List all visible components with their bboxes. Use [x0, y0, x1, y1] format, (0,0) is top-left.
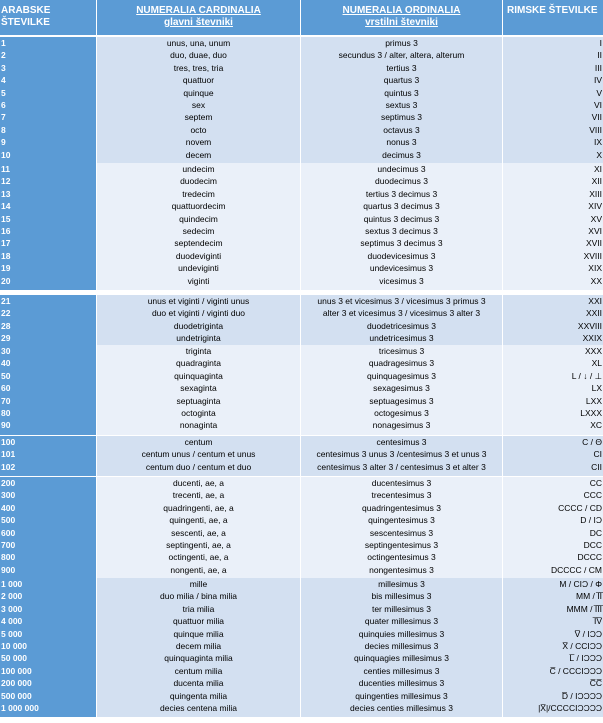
ordinal-cell: ducentesimus 3 [371, 478, 432, 488]
cardinal-cell: octingenti, ae, a [168, 552, 229, 563]
ordinal-cell: ter millesimus 3 [371, 603, 432, 614]
roman-cell: D / IƆ [580, 515, 602, 526]
arabic-column [0, 578, 96, 717]
arabic-column [0, 163, 96, 290]
ordinal-cell: duodevicesimus 3 [367, 250, 436, 261]
ordinal-cell: quintus 3 decimus 3 [363, 213, 440, 224]
cardinal-cell: septingenti, ae, a [166, 539, 231, 550]
cardinal-cell: septuaginta [176, 395, 221, 406]
arabic-cell: 40 [1, 358, 11, 369]
arabic-cell: 7 [1, 112, 6, 123]
roman-cell: IX [593, 137, 602, 148]
cardinal-cell: quattuor milia [172, 616, 225, 627]
roman-cell: CCCC / CD [558, 502, 602, 513]
cardinal-cell: tria milia [182, 603, 215, 614]
roman-cell: XIV [588, 201, 602, 212]
cardinal-cell: quingenta milia [169, 690, 228, 701]
ordinal-cell: millesimus 3 [378, 579, 425, 589]
arabic-cell: 400 [1, 502, 16, 513]
ordinal-cell: octingentesimus 3 [367, 552, 436, 563]
ordinal-cell: duodetricesimus 3 [367, 320, 436, 331]
cardinal-cell: tredecim [182, 188, 215, 199]
roman-cell: DC [589, 527, 602, 538]
ordinal-cell: sescentesimus 3 [369, 527, 434, 538]
roman-cell: X [596, 149, 602, 160]
arabic-cell: 10 000 [1, 640, 27, 651]
row-group [0, 345, 603, 435]
cardinal-cell: centum duo / centum et duo [145, 461, 252, 472]
roman-cell: V̅ / IƆƆ [574, 628, 602, 639]
roman-cell: II [597, 50, 602, 61]
arabic-cell: 60 [1, 383, 11, 394]
ordinal-cell: ducenties millesimus 3 [358, 678, 445, 689]
header-roman-line1: RIMSKE ŠTEVILKE [507, 5, 598, 16]
ordinal-cell: alter 3 et vicesimus 3 / vicesimus 3 alter 3 [322, 308, 481, 319]
arabic-cell: 30 [1, 346, 11, 356]
roman-cell: D̅ / IƆƆƆƆ [561, 690, 602, 701]
roman-cell: XX [590, 275, 602, 286]
arabic-cell: 300 [1, 490, 16, 501]
arabic-cell: 12 [1, 176, 11, 187]
ordinal-column [301, 477, 502, 579]
cardinal-cell: decem [185, 149, 212, 160]
header-roman [503, 0, 603, 35]
row-group [0, 477, 603, 579]
ordinal-cell: nonus 3 [386, 137, 417, 148]
roman-cell: L̅ / IƆƆƆ [569, 653, 602, 664]
roman-column [503, 345, 603, 435]
roman-column [503, 477, 603, 579]
cardinal-cell: quattuordecim [171, 201, 226, 212]
arabic-cell: 3 000 [1, 603, 23, 614]
ordinal-cell: vicesimus 3 [379, 275, 424, 286]
ordinal-cell: sextus 3 decimus 3 [365, 225, 438, 236]
cardinal-cell: ducenti, ae, a [172, 478, 225, 488]
roman-cell: XII [591, 176, 602, 187]
roman-cell: XXIX [582, 333, 602, 344]
roman-cell: CI [593, 449, 602, 460]
ordinal-cell: decimus 3 [382, 149, 421, 160]
cardinal-cell: quinquaginta [174, 370, 223, 381]
ordinal-column [301, 37, 502, 164]
roman-cell: CCC [583, 490, 602, 501]
roman-cell: XXII [585, 308, 602, 319]
roman-cell: XVIII [583, 250, 602, 261]
arabic-column [0, 37, 96, 164]
roman-column [503, 436, 603, 476]
roman-cell: XXVIII [577, 320, 602, 331]
header-cardinal-line1: NUMERALIA CARDINALIA [136, 5, 261, 16]
cardinal-column [97, 477, 300, 579]
cardinal-cell: sex [191, 99, 206, 110]
roman-cell: XL [591, 358, 602, 369]
ordinal-cell: quartus 3 decimus 3 [363, 201, 440, 212]
arabic-column [0, 436, 96, 476]
roman-cell: DCCC [577, 552, 602, 563]
header-arabic [0, 0, 96, 35]
ordinal-cell: undevicesimus 3 [369, 263, 434, 274]
cardinal-cell: quattuor [182, 75, 215, 86]
cardinal-cell: centum unus / centum et unus [141, 449, 256, 460]
arabic-cell: 70 [1, 395, 11, 406]
roman-cell: XC [590, 420, 602, 431]
arabic-cell: 9 [1, 137, 6, 148]
ordinal-cell: sexagesimus 3 [373, 383, 430, 394]
ordinal-cell: secundus 3 / alter, altera, alterum [338, 50, 465, 61]
arabic-cell: 700 [1, 539, 16, 550]
roman-cell: DCC [583, 539, 602, 550]
ordinal-column [301, 436, 502, 476]
arabic-cell: 13 [1, 188, 11, 199]
roman-cell: VI [593, 99, 602, 110]
ordinal-cell: octogesimus 3 [374, 407, 429, 418]
roman-cell: LXXX [580, 407, 602, 418]
cardinal-cell: undecim [182, 164, 215, 174]
cardinal-cell: quadringenti, ae, a [163, 502, 234, 513]
roman-cell: XV [590, 213, 602, 224]
roman-cell: LXX [585, 395, 602, 406]
arabic-cell: 100 000 [1, 665, 32, 676]
arabic-cell: 500 [1, 515, 16, 526]
ordinal-cell: decies centies millesimus 3 [350, 702, 453, 713]
cardinal-cell: undeviginti [178, 263, 219, 274]
arabic-cell: 16 [1, 225, 11, 236]
ordinal-column [301, 295, 502, 348]
arabic-cell: 1 [1, 38, 6, 48]
arabic-cell: 19 [1, 263, 11, 274]
arabic-column [0, 477, 96, 579]
header-cardinal [97, 0, 300, 35]
roman-cell: MM / I̅I̅ [576, 591, 602, 602]
arabic-cell: 6 [1, 99, 6, 110]
cardinal-cell: quinque [183, 87, 214, 98]
cardinal-cell: novem [185, 137, 212, 148]
cardinal-cell: quindecim [179, 213, 218, 224]
ordinal-cell: quartus 3 [383, 75, 420, 86]
cardinal-cell: ducenta milia [173, 678, 224, 689]
roman-cell: DCCCC / CM [551, 564, 602, 575]
roman-cell: LX [591, 383, 602, 394]
arabic-cell: 600 [1, 527, 16, 538]
ordinal-column [301, 163, 502, 290]
cardinal-cell: viginti [187, 275, 210, 286]
arabic-cell: 500 000 [1, 690, 32, 701]
ordinal-cell: quadringentesimus 3 [362, 502, 441, 513]
ordinal-cell: octavus 3 [383, 124, 420, 135]
header-arabic-line1: ARABSKE [1, 5, 51, 16]
ordinal-cell: undetricesimus 3 [369, 333, 434, 344]
cardinal-cell: decies centena milia [159, 702, 237, 713]
ordinal-cell: duodecimus 3 [375, 176, 428, 187]
roman-cell: C̅ / CCCIƆƆƆ [549, 665, 602, 676]
cardinal-cell: decem milia [175, 640, 222, 651]
ordinal-cell: septimus 3 [380, 112, 423, 123]
arabic-cell: 15 [1, 213, 11, 224]
ordinal-cell: quadragesimus 3 [368, 358, 435, 369]
arabic-cell: 8 [1, 124, 6, 135]
cardinal-column [97, 345, 300, 435]
arabic-cell: 102 [1, 461, 16, 472]
roman-cell: I [599, 38, 602, 48]
arabic-cell: 10 [1, 149, 11, 160]
ordinal-cell: quintus 3 [384, 87, 419, 98]
roman-cell: XI [593, 164, 602, 174]
ordinal-cell: tertius 3 decimus 3 [365, 188, 438, 199]
cardinal-cell: septem [184, 112, 213, 123]
arabic-cell: 20 [1, 275, 11, 286]
roman-cell: III [594, 62, 602, 73]
cardinal-cell: duo, duae, duo [170, 50, 227, 61]
ordinal-cell: quinquagesimus 3 [367, 370, 436, 381]
arabic-cell: 5 [1, 87, 6, 98]
arabic-cell: 2 000 [1, 591, 23, 602]
ordinal-cell: primus 3 [385, 38, 418, 48]
ordinal-cell: undecimus 3 [377, 164, 426, 174]
ordinal-cell: centesimus 3 [376, 437, 427, 447]
header-ordinal-line1: NUMERALIA ORDINALIA [342, 5, 461, 16]
roman-cell: XVII [585, 238, 602, 249]
roman-cell: CC [589, 478, 602, 488]
header-cardinal-line2: glavni števniki [164, 17, 233, 28]
cardinal-cell: quadraginta [176, 358, 221, 369]
roman-cell: V [596, 87, 602, 98]
arabic-cell: 29 [1, 333, 11, 344]
ordinal-cell: bis millesimus 3 [371, 591, 432, 602]
roman-cell: XXI [588, 296, 602, 306]
roman-cell: M / CIƆ / Φ [559, 579, 602, 589]
cardinal-cell: trecenti, ae, a [172, 490, 225, 501]
header-ordinal [301, 0, 502, 35]
arabic-cell: 800 [1, 552, 16, 563]
arabic-cell: 3 [1, 62, 6, 73]
row-group [0, 295, 603, 348]
arabic-cell: 4 [1, 75, 6, 86]
arabic-cell: 4 000 [1, 616, 23, 627]
arabic-cell: 900 [1, 564, 16, 575]
cardinal-cell: duo milia / bina milia [159, 591, 237, 602]
arabic-cell: 100 [1, 437, 16, 447]
roman-cell: C / Θ [582, 437, 602, 447]
cardinal-column [97, 578, 300, 717]
ordinal-cell: centesimus 3 alter 3 / centesimus 3 et alter 3 [317, 461, 486, 472]
ordinal-cell: nongentesimus 3 [369, 564, 434, 575]
roman-cell: I̅V̅ [593, 616, 602, 627]
cardinal-cell: undetriginta [176, 333, 221, 344]
arabic-cell: 1 000 [1, 579, 23, 589]
arabic-cell: 50 000 [1, 653, 27, 664]
roman-column [503, 295, 603, 348]
ordinal-cell: quingentesimus 3 [368, 515, 435, 526]
roman-cell: CII [591, 461, 602, 472]
ordinal-column [301, 578, 502, 717]
cardinal-cell: duodetriginta [173, 320, 224, 331]
cardinal-cell: duo et viginti / viginti duo [151, 308, 246, 319]
arabic-cell: 80 [1, 407, 11, 418]
roman-column [503, 163, 603, 290]
cardinal-cell: sexaginta [180, 383, 217, 394]
roman-cell: VIII [589, 124, 602, 135]
cardinal-cell: centum [184, 437, 213, 447]
roman-cell: L / ↓ / ⊥ [571, 370, 602, 381]
cardinal-cell: unus et viginti / viginti unus [147, 296, 250, 306]
roman-cell: IV [593, 75, 602, 86]
arabic-cell: 5 000 [1, 628, 23, 639]
roman-cell: XXX [584, 346, 602, 356]
cardinal-cell: octo [190, 124, 207, 135]
ordinal-cell: centies millesimus 3 [363, 665, 440, 676]
cardinal-column [97, 37, 300, 164]
arabic-cell: 22 [1, 308, 11, 319]
cardinal-cell: octoginta [181, 407, 216, 418]
ordinal-cell: sextus 3 [385, 99, 418, 110]
cardinal-cell: triginta [185, 346, 212, 356]
arabic-cell: 200 000 [1, 678, 32, 689]
roman-cell: VII [591, 112, 602, 123]
cardinal-cell: septendecim [174, 238, 223, 249]
cardinal-cell: quinquaginta milia [164, 653, 233, 664]
ordinal-cell: nonagesimus 3 [372, 420, 431, 431]
cardinal-column [97, 295, 300, 348]
roman-cell: XIII [589, 188, 602, 199]
cardinal-cell: duodeviginti [175, 250, 222, 261]
roman-cell: XVI [588, 225, 602, 236]
arabic-cell: 2 [1, 50, 6, 61]
cardinal-cell: quinque milia [173, 628, 224, 639]
cardinal-cell: nonaginta [179, 420, 218, 431]
ordinal-cell: septuagesimus 3 [369, 395, 434, 406]
ordinal-cell: centesimus 3 unus 3 /centesimus 3 et unus 3 [316, 449, 487, 460]
cardinal-cell: duodecim [180, 176, 217, 187]
cardinal-cell: quingenti, ae, a [169, 515, 228, 526]
cardinal-cell: sescenti, ae, a [171, 527, 226, 538]
arabic-cell: 14 [1, 201, 11, 212]
ordinal-cell: decies millesimus 3 [364, 640, 439, 651]
arabic-cell: 17 [1, 238, 11, 249]
cardinal-column [97, 436, 300, 476]
ordinal-cell: tricesimus 3 [378, 346, 425, 356]
roman-cell: |X̅|/CCCCIƆƆƆƆ [538, 702, 602, 713]
roman-cell: X̅ / CCIƆƆ [562, 640, 602, 651]
roman-column [503, 578, 603, 717]
ordinal-cell: quinquagies millesimus 3 [354, 653, 449, 664]
header-arabic-line2: ŠTEVILKE [1, 17, 50, 28]
row-group [0, 163, 603, 290]
arabic-cell: 200 [1, 478, 16, 488]
ordinal-cell: tertius 3 [386, 62, 417, 73]
arabic-cell: 18 [1, 250, 11, 261]
roman-cell: MMM / I̅I̅I̅ [566, 603, 602, 614]
arabic-cell: 90 [1, 420, 11, 431]
roman-column [503, 37, 603, 164]
cardinal-column [97, 163, 300, 290]
row-group [0, 436, 603, 476]
arabic-cell: 21 [1, 296, 11, 306]
row-group [0, 578, 603, 717]
arabic-cell: 28 [1, 320, 11, 331]
arabic-cell: 50 [1, 370, 11, 381]
ordinal-column [301, 345, 502, 435]
cardinal-cell: mille [189, 579, 208, 589]
ordinal-cell: trecentesimus 3 [371, 490, 432, 501]
cardinal-cell: nongenti, ae, a [170, 564, 227, 575]
cardinal-cell: tres, tres, tria [173, 62, 224, 73]
cardinal-cell: centum milia [174, 665, 223, 676]
cardinal-cell: unus, una, unum [166, 38, 231, 48]
header-ordinal-line2: vrstilni števniki [365, 17, 438, 28]
arabic-column [0, 295, 96, 348]
row-group [0, 37, 603, 164]
ordinal-cell: quinquies millesimus 3 [358, 628, 445, 639]
arabic-cell: 11 [1, 164, 10, 174]
cardinal-cell: sedecim [182, 225, 215, 236]
ordinal-cell: quater millesimus 3 [364, 616, 439, 627]
ordinal-cell: septimus 3 decimus 3 [360, 238, 443, 249]
ordinal-cell: quingenties millesimus 3 [355, 690, 448, 701]
roman-cell: C̅C̅ [589, 678, 602, 689]
ordinal-cell: septingentesimus 3 [364, 539, 439, 550]
ordinal-cell: unus 3 et vicesimus 3 / vicesimus 3 primus 3 [317, 296, 486, 306]
arabic-cell: 101 [1, 449, 16, 460]
arabic-column [0, 345, 96, 435]
arabic-cell: 1 000 000 [1, 702, 39, 713]
roman-cell: XIX [588, 263, 602, 274]
